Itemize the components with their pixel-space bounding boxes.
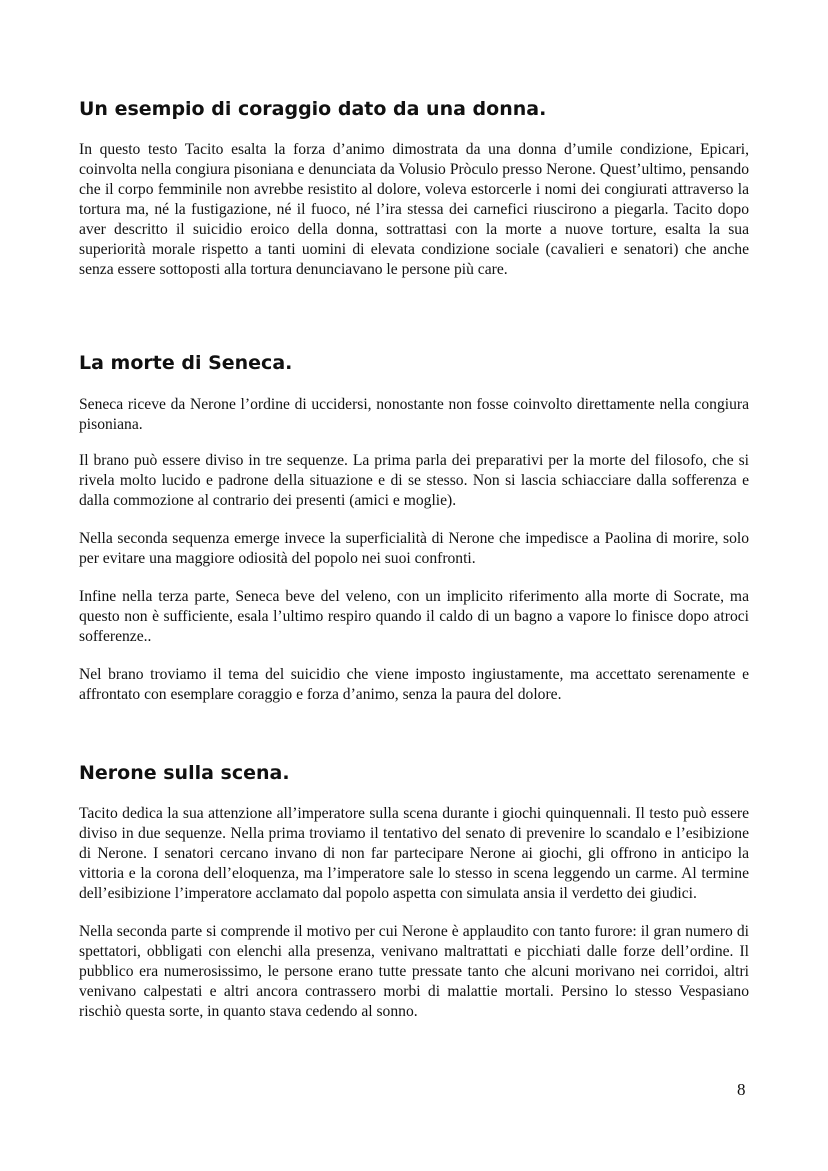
paragraph: Nella seconda sequenza emerge invece la superficialità di Nerone che impedisce a Paolina di morire, solo per evitare una maggiore odiosità del popolo nei suoi confronti. xyxy=(79,530,749,567)
section-nerone xyxy=(79,762,749,1022)
section-title: La morte di Seneca. xyxy=(79,352,293,374)
paragraph: In questo testo Tacito esalta la forza d’animo dimostrata da una donna d’umile condizione, Epicari, coinvolta nella congiura pisoniana e denunciata da Volusio Pròculo presso Nerone. Quest’ultimo, pensando che il corpo femminile non avrebbe resistito al dolore, voleva estorcerle i nomi dei congiurati attraverso la tortura ma, né la fustigazione, né il fuoco, né l’ira stessa dei carnefici riuscirono a piegarla. Tacito dopo aver descritto il suicidio eroico della donna, sottrattasi con la morte a nuove torture, esalta la sua superiorità morale rispetto a tanti uomini di elevata condizione sociale (cavalieri e senatori) che anche senza essere sottoposti alla tortura denunciavano le persone più care. xyxy=(79,141,749,278)
paragraph: Infine nella terza parte, Seneca beve del veleno, con un implicito riferimento alla morte di Socrate, ma questo non è sufficiente, esala l’ultimo respiro quando il caldo di un bagno a vapore lo finisce dopo atroci sofferenze.. xyxy=(79,588,749,645)
section-title: Nerone sulla scena. xyxy=(79,762,290,784)
section-epicari xyxy=(79,98,749,280)
paragraph: Tacito dedica la sua attenzione all’imperatore sulla scena durante i giochi quinquennali. Il testo può essere diviso in due sequenze. Nella prima troviamo il tentativo del senato di prevenire lo scandalo e l’esibizione di Nerone. I senatori cercano invano di non far partecipare Nerone ai giochi, gli offrono in anticipo la vittoria e la corona dell’eloquenza, ma l’imperatore sale lo stesso in scena leggendo un carme. Al termine dell’esibizione l’imperatore acclamato dal popolo aspetta con simulata ansia il verdetto dei giudici. xyxy=(79,805,749,902)
section-title: Un esempio di coraggio dato da una donna. xyxy=(79,98,547,120)
paragraph: Nel brano troviamo il tema del suicidio che viene imposto ingiustamente, ma accettato serenamente e affrontato con esemplare coraggio e forza d’animo, senza la paura del dolore. xyxy=(79,666,749,703)
paragraph: Nella seconda parte si comprende il motivo per cui Nerone è applaudito con tanto furore: il gran numero di spettatori, obbligati con elenchi alla presenza, venivano maltrattati e picchiati dalle forze dell’ordine. Il pubblico era numerosissimo, le persone erano tutte pressate tanto che alcuni morivano nei corridoi, altri venivano calpestati e altri ancora contrassero morbi di malattie mortali. Persino lo stesso Vespasiano rischiò questa sorte, in quanto stava cedendo al sonno. xyxy=(79,923,749,1020)
page-number: 8 xyxy=(737,1080,746,1099)
paragraph: Il brano può essere diviso in tre sequenze. La prima parla dei preparativi per la morte del filosofo, che si rivela molto lucido e padrone della situazione e di se stesso. Non si lascia schiacciare dalla sofferenza e dalla commozione al contrario dei presenti (amici e moglie). xyxy=(79,452,749,509)
paragraph: Seneca riceve da Nerone l’ordine di uccidersi, nonostante non fosse coinvolto direttamente nella congiura pisoniana. xyxy=(79,396,749,433)
section-seneca xyxy=(79,352,749,705)
